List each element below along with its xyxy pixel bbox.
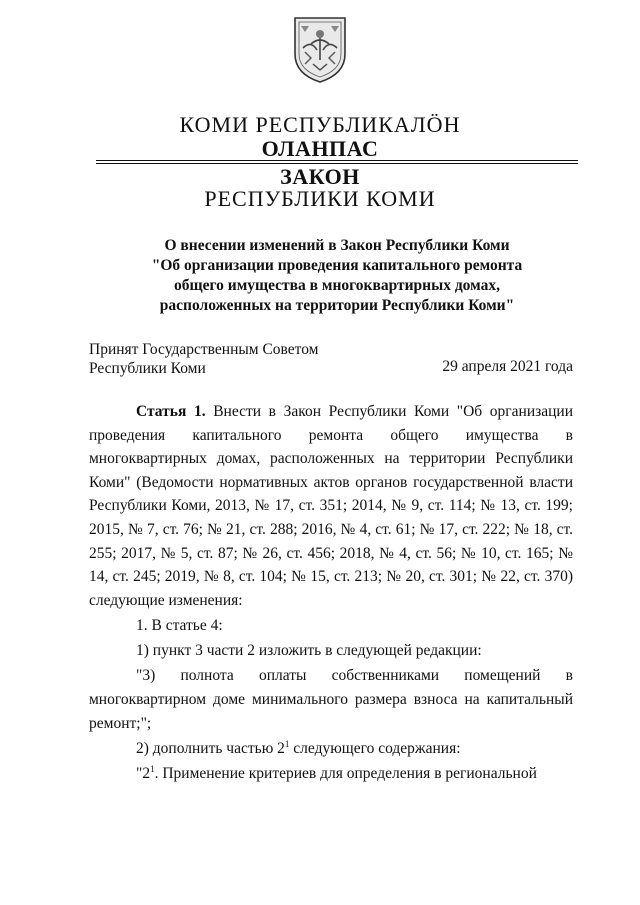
quoted-text bbox=[89, 762, 573, 786]
list-item: 1) пункт 3 части 2 изложить в следующей редакции: bbox=[136, 642, 482, 660]
law-title-line: О внесении изменений в Закон Республики Коми bbox=[164, 237, 510, 254]
header-line-respubliki-komi: РЕСПУБЛИКИ КОМИ bbox=[204, 186, 436, 211]
superscript: 1 bbox=[284, 738, 290, 749]
quote-text: . Применение критериев для определения в региональной bbox=[154, 764, 537, 782]
adoption-line: Республики Коми bbox=[89, 360, 206, 377]
law-title bbox=[96, 236, 578, 316]
adoption-date: 29 апреля 2021 года bbox=[442, 358, 573, 375]
law-title-line: "Об организации проведения капитального ремонта bbox=[151, 257, 523, 274]
quote-open: "2 bbox=[136, 764, 151, 782]
item-text: следующего содержания: bbox=[289, 739, 461, 757]
superscript: 1 bbox=[150, 763, 155, 774]
list-item: 1. В статье 4: bbox=[136, 616, 223, 634]
header-line-zakon: ЗАКОН bbox=[280, 164, 360, 189]
law-title-line: расположенных на территории Республики Коми" bbox=[159, 297, 515, 314]
coat-of-arms-emblem bbox=[291, 14, 349, 84]
adoption-statement bbox=[89, 340, 319, 378]
law-title-line: общего имущества в многоквартирных домах, bbox=[174, 277, 500, 294]
quoted-text: "3) полнота оплаты собственниками помещений в многоквартирном доме минимального размера взноса на капитальный ремонт;"; bbox=[89, 667, 573, 732]
list-item bbox=[89, 737, 573, 761]
header-line-komi-respublikalon: КОМИ РЕСПУБЛИКАЛӦН bbox=[179, 112, 461, 137]
article-1-paragraph bbox=[89, 400, 573, 612]
header-line-olanpas: ОЛАНПАС bbox=[261, 136, 379, 161]
adoption-line: Принят Государственным Советом bbox=[89, 341, 319, 358]
article-label: Статья 1. bbox=[136, 403, 206, 420]
divider-line-top bbox=[96, 160, 578, 161]
article-text: Внести в Закон Республики Коми "Об организации проведения капитального ремонта общего имущества в многоквартирных домах, расположенных на территории Республики Коми" (Ведомости нормативных актов органов государственной власти Республики Коми, 2013, № 17, ст. 351; 2014, № 9, ст. 114; № 13, ст. 199; 2015, № 7, ст. 76; № 21, ст. 288; 2016, № 4, ст. 61; № 17, ст. 222; № 18, ст. 255; 2017, № 5, ст. 87; № 26, ст. 456; 2018, № 4, ст. 56; № 10, ст. 165; № 14, ст. 245; 2019, № 8, ст. 104; № 15, ст. 213; № 20, ст. 301; № 22, ст. 370) следующие изменения: bbox=[89, 403, 573, 609]
document-body bbox=[89, 400, 573, 787]
item-text: 2) дополнить частью 2 bbox=[136, 739, 285, 757]
